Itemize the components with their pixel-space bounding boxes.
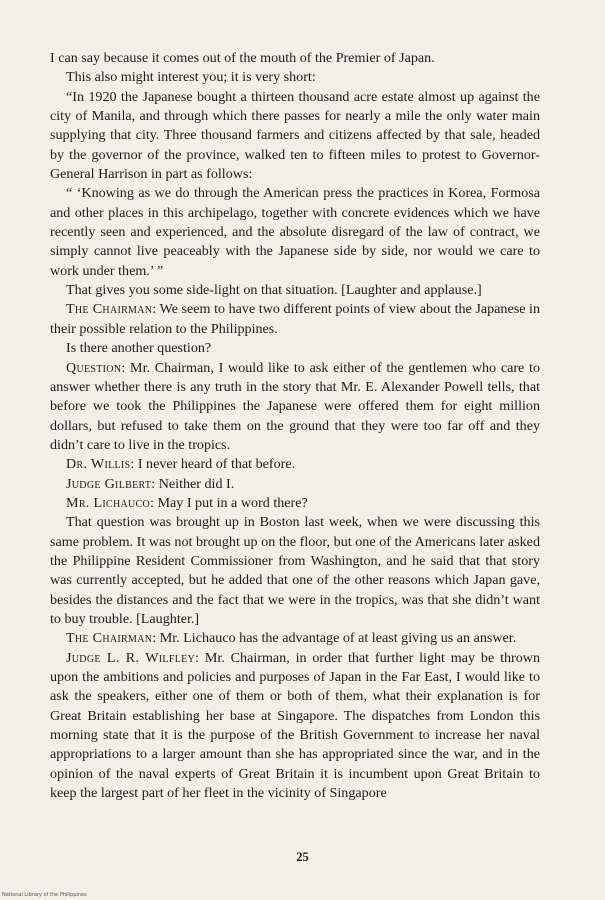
paragraph-13: The Chairman: Mr. Lichauco has the advantage of at least giving us an answer. [66,630,517,647]
paragraph-8: Question: Mr. Chairman, I would like to ask either of the gentlemen who care to answer whether there is any truth in the story that Mr. E. Alexander Powell tells, that before we took the Philippines the Japanese were offered them for eight million dollars, but refused to take them on the ground that they were too far off and they didn’t care to live in the tropics. [50,359,540,453]
paragraph-7: Is there another question? [66,340,212,357]
paragraph-6: The Chairman: We seem to have two different points of view about the Japanese in their possible relation to the Philippines. [50,301,540,337]
paragraph-14: Judge L. R. Wilfley: Mr. Chairman, in order that further light may be thrown upon the ambitions and policies and purposes of Japan in the Far East, I would like to ask the speakers, either one of them or both of them, what their explanation is for Great Britain establishing her base at Singapore. The dispatches from London this morning state that it is the purpose of the British Government to increase her naval appropriations to a larger amount than she has appropriated since the war, and in the opinion of the naval experts of Great Britain it is incumbent upon Great Britain to keep the largest part of her fleet in the vicinity of Singapore [50,649,540,802]
speaker-name: Judge Gilbert [66,475,152,492]
paragraph-10: Judge Gilbert: Neither did I. [66,475,235,492]
speaker-name: Question [66,359,122,376]
paragraph-3: “In 1920 the Japanese bought a thirteen thousand acre estate almost up against the city of Manila, and through which there passes for nearly a mile the only water main supplying that city. Three thousand farmers and citizens affected by that sale, headed by the governor of the province, walked ten to fifteen miles to protest to Governor-General Harrison in part as follows: [50,88,540,183]
speech-text: I never heard of that before. [137,456,296,473]
speech-text: May I put in a word there? [157,494,308,511]
paragraph-11: Mr. Lichauco: May I put in a word there? [66,494,308,511]
speech-text: Mr. Chairman, in order that further light may be thrown upon the ambitions and policies and purposes of Japan in the Far East, I would like to ask the speakers, either one of them or both of them, what their explanation is for Great Britain establishing her base at Singapore. The dispatches from London this morning state that it is the purpose of the British Government to increase her naval appropriations to a larger amount than she has appropriated since the war, and in the opinion of the naval experts of Great Britain it is incumbent upon Great Britain to keep the largest part of her fleet in the vicinity of Singapore [50,649,540,802]
paragraph-5: That gives you some side-light on that situation. [Laughter and applause.] [66,282,482,299]
paragraph-2: This also might interest you; it is very short: [66,69,316,86]
speaker-name: Judge L. R. Wilfley [66,649,196,666]
speaker-name: The Chairman [66,301,153,318]
speech-text: We seem to have two different points of view about the Japanese in their possible relation to the Philippines. [50,301,540,337]
library-footer: National Library of the Philippines [2,892,87,898]
paragraph-4: “ ‘Knowing as we do through the American press the practices in Korea, Formosa and other places in this archipelago, together with concrete evidences which we have recently seen and experienced, and the absolute disregard of the law of contract, we simply cannot live peaceably with the Japanese side by side, nor would we care to work under them.’ ” [50,185,540,279]
speaker-name: The Chairman [66,630,153,647]
paragraph-1: I can say because it comes out of the mouth of the Premier of Japan. [50,50,435,66]
speech-text: Neither did I. [158,475,235,492]
page-body [50,49,540,803]
speech-text: Mr. Chairman, I would like to ask either of the gentlemen who care to answer whether there is any truth in the story that Mr. E. Alexander Powell tells, that before we took the Philippines the Japanese were offered them for eight million dollars, but refused to take them on the ground that they were too far off and they didn’t care to live in the tropics. [50,359,540,453]
speech-text: Mr. Lichauco has the advantage of at least giving us an answer. [159,630,517,647]
speaker-name: Dr. Willis [66,456,131,473]
page-number: 25 [296,850,309,864]
speaker-name: Mr. Lichauco [66,494,151,511]
paragraph-12: That question was brought up in Boston last week, when we were discussing this same problem. It was not brought up on the floor, but one of the Americans later asked the Philippine Resident Commissioner from Washington, and he said that that story was currently accepted, but he added that one of the other reasons which Japan gave, besides the distances and the fact that we were in the tropics, was that she didn’t want to buy trouble. [Laughter.] [50,514,540,627]
paragraph-9: Dr. Willis: I never heard of that before. [66,456,296,473]
